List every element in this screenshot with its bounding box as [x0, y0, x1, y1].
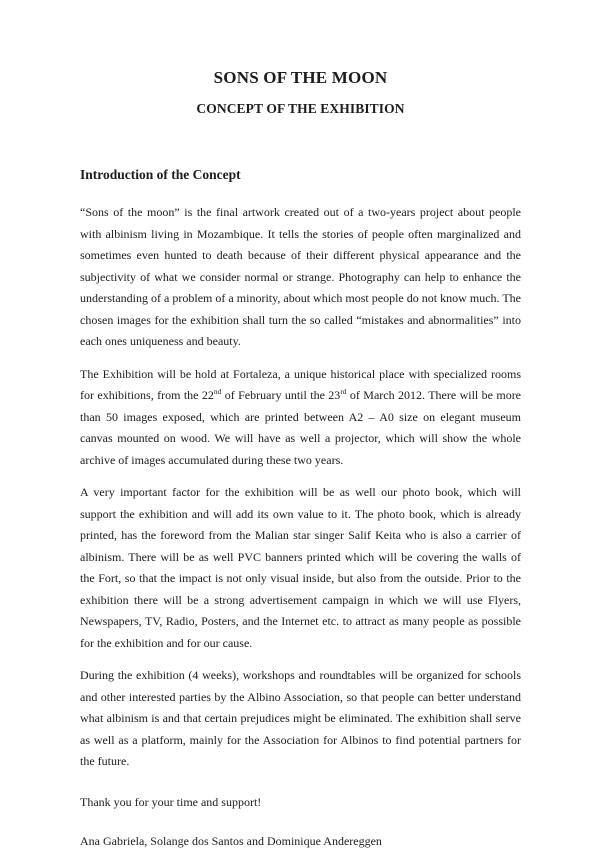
signature-line: Ana Gabriela, Solange dos Santos and Dominique Andereggen [80, 834, 382, 848]
paragraph-exhibition-venue: The Exhibition will be hold at Fortaleza, a unique historical place with specialized rooms for exhibitions, from the 22nd of February until the 23rd of March 2012. There will be more than 50 images exposed, which are printed between A2 – A0 size on elegant museum canvas mounted on wood. We will have as well a projector, which will show the whole archive of images accumulated during these two years. [80, 366, 522, 467]
document-subtitle: CONCEPT OF THE EXHIBITION [196, 101, 405, 116]
document-title: SONS OF THE MOON [213, 68, 388, 87]
closing-line: Thank you for your time and support! [80, 794, 262, 809]
section-heading: Introduction of the Concept [80, 167, 241, 182]
paragraph-workshops: During the exhibition (4 weeks), workshops and roundtables will be organized for schools and other interested parties by the Albino Association, so that people can better understand what albinism is and that certain prejudices might be eliminated. The exhibition shall serve as well as a platform, mainly for the Association for Albinos to find potential partners for the future. [80, 668, 521, 768]
paragraph-photo-book: A very important factor for the exhibition will be as well our photo book, which will support the exhibition and will add its own value to it. The photo book, which is already printed, has the foreword from the Malian star singer Salif Keita who is also a carrier of albinism. There will be as well PVC banners printed which will be covering the walls of the Fort, so that the impact is not only visual inside, but also from the outside. Prior to the exhibition there will be a strong advertisement campaign in which we will use Flyers, Newspapers, TV, Radio, Posters, and the Internet etc. to attract as many people as possible for the exhibition and for our cause. [80, 485, 521, 650]
paragraph-concept-intro: “Sons of the moon” is the final artwork created out of a two-years project about people with albinism living in Mozambique. It tells the stories of people often marginalized and sometimes even hunted to death because of their different physical appearance and the subjectivity of what we consider normal or strange. Photography can help to enhance the understanding of a problem of a minority, about which most people do not know much. The chosen images for the exhibition shall turn the so called “mistakes and abnormalities” into each ones uniqueness and beauty. [80, 205, 521, 348]
